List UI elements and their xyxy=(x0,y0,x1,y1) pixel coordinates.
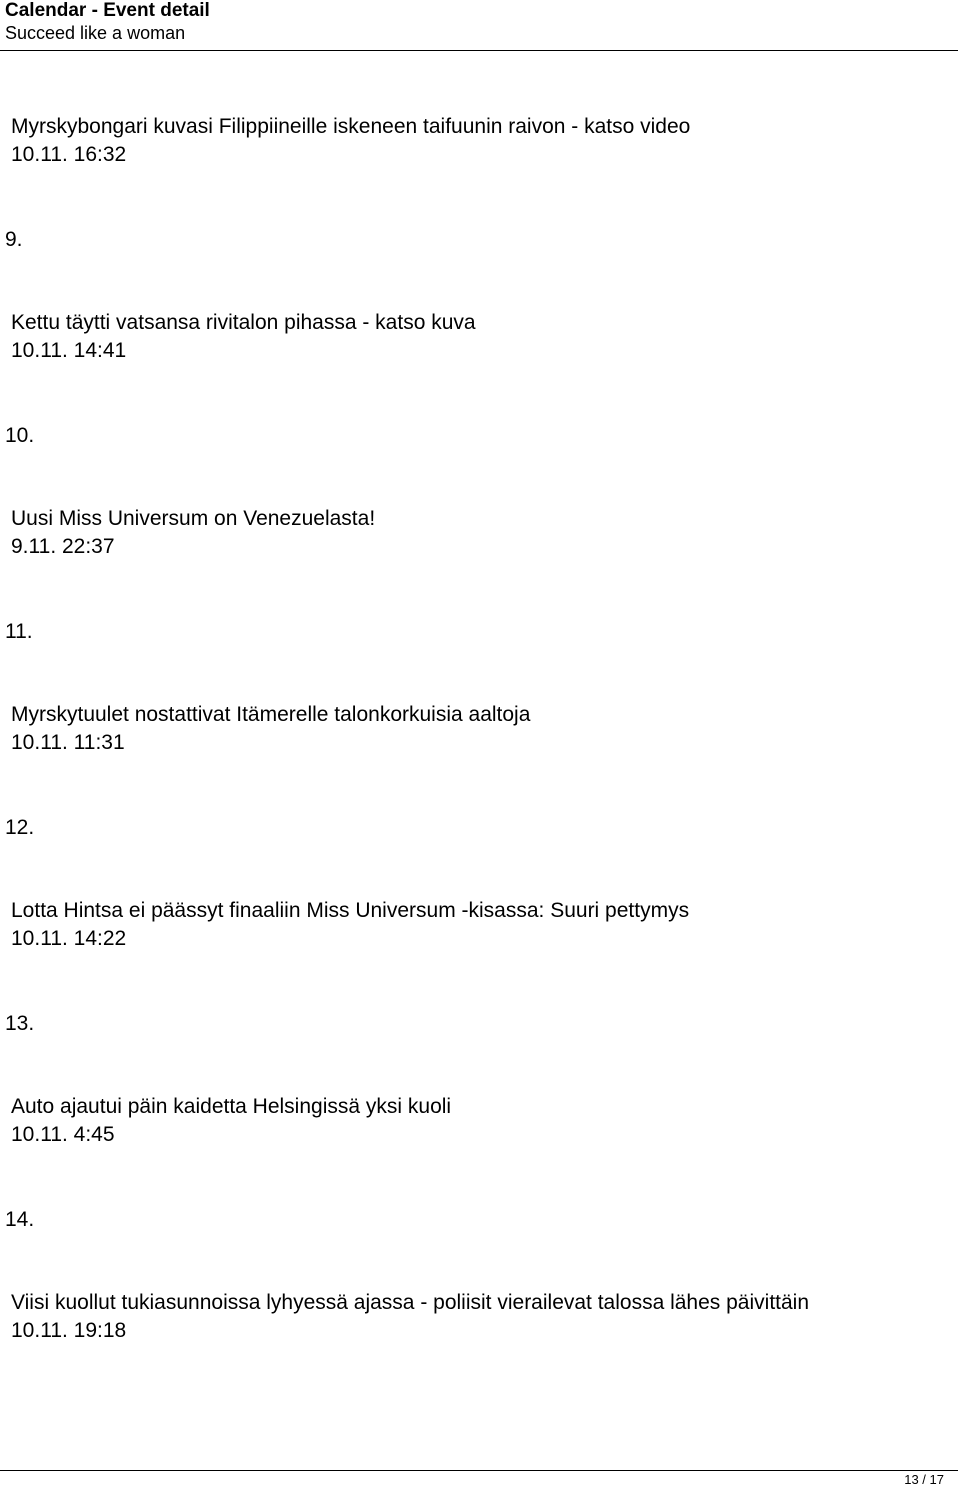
news-timestamp: 10.11. 19:18 xyxy=(11,1319,127,1342)
news-item xyxy=(11,1093,951,1149)
news-headline: Myrskybongari kuvasi Filippiineille iskeneen taifuunin raivon - katso video xyxy=(11,115,691,138)
news-item xyxy=(11,897,951,953)
news-item xyxy=(11,309,951,365)
news-item xyxy=(11,1289,951,1345)
news-rank: 10. xyxy=(5,424,35,447)
news-timestamp: 10.11. 14:41 xyxy=(11,339,127,362)
page-title: Calendar - Event detail xyxy=(5,0,210,21)
news-timestamp: 10.11. 16:32 xyxy=(11,143,127,166)
news-headline: Auto ajautui päin kaidetta Helsingissä yksi kuoli xyxy=(11,1095,452,1118)
news-timestamp: 10.11. 11:31 xyxy=(11,731,125,754)
news-item xyxy=(11,113,951,169)
news-headline: Uusi Miss Universum on Venezuelasta! xyxy=(11,507,376,530)
news-timestamp: 10.11. 4:45 xyxy=(11,1123,115,1146)
news-timestamp: 10.11. 14:22 xyxy=(11,927,127,950)
news-rank: 14. xyxy=(5,1208,35,1231)
page-footer xyxy=(0,1470,958,1487)
page-header xyxy=(0,0,958,51)
news-headline: Kettu täytti vatsansa rivitalon pihassa - katso kuva xyxy=(11,311,476,334)
news-headline: Myrskytuulet nostattivat Itämerelle talonkorkuisia aaltoja xyxy=(11,703,531,726)
news-timestamp: 9.11. 22:37 xyxy=(11,535,115,558)
news-rank: 9. xyxy=(5,228,23,251)
news-rank: 12. xyxy=(5,816,35,839)
news-rank: 11. xyxy=(5,620,33,643)
news-item xyxy=(11,505,951,561)
page-number: 13 / 17 xyxy=(904,1472,944,1487)
news-headline: Lotta Hintsa ei päässyt finaaliin Miss Universum -kisassa: Suuri pettymys xyxy=(11,899,690,922)
news-item xyxy=(11,701,951,757)
news-rank: 13. xyxy=(5,1012,35,1035)
news-headline: Viisi kuollut tukiasunnoissa lyhyessä ajassa - poliisit vierailevat talossa lähes päivittäin xyxy=(11,1291,810,1314)
page-subtitle: Succeed like a woman xyxy=(5,23,186,43)
